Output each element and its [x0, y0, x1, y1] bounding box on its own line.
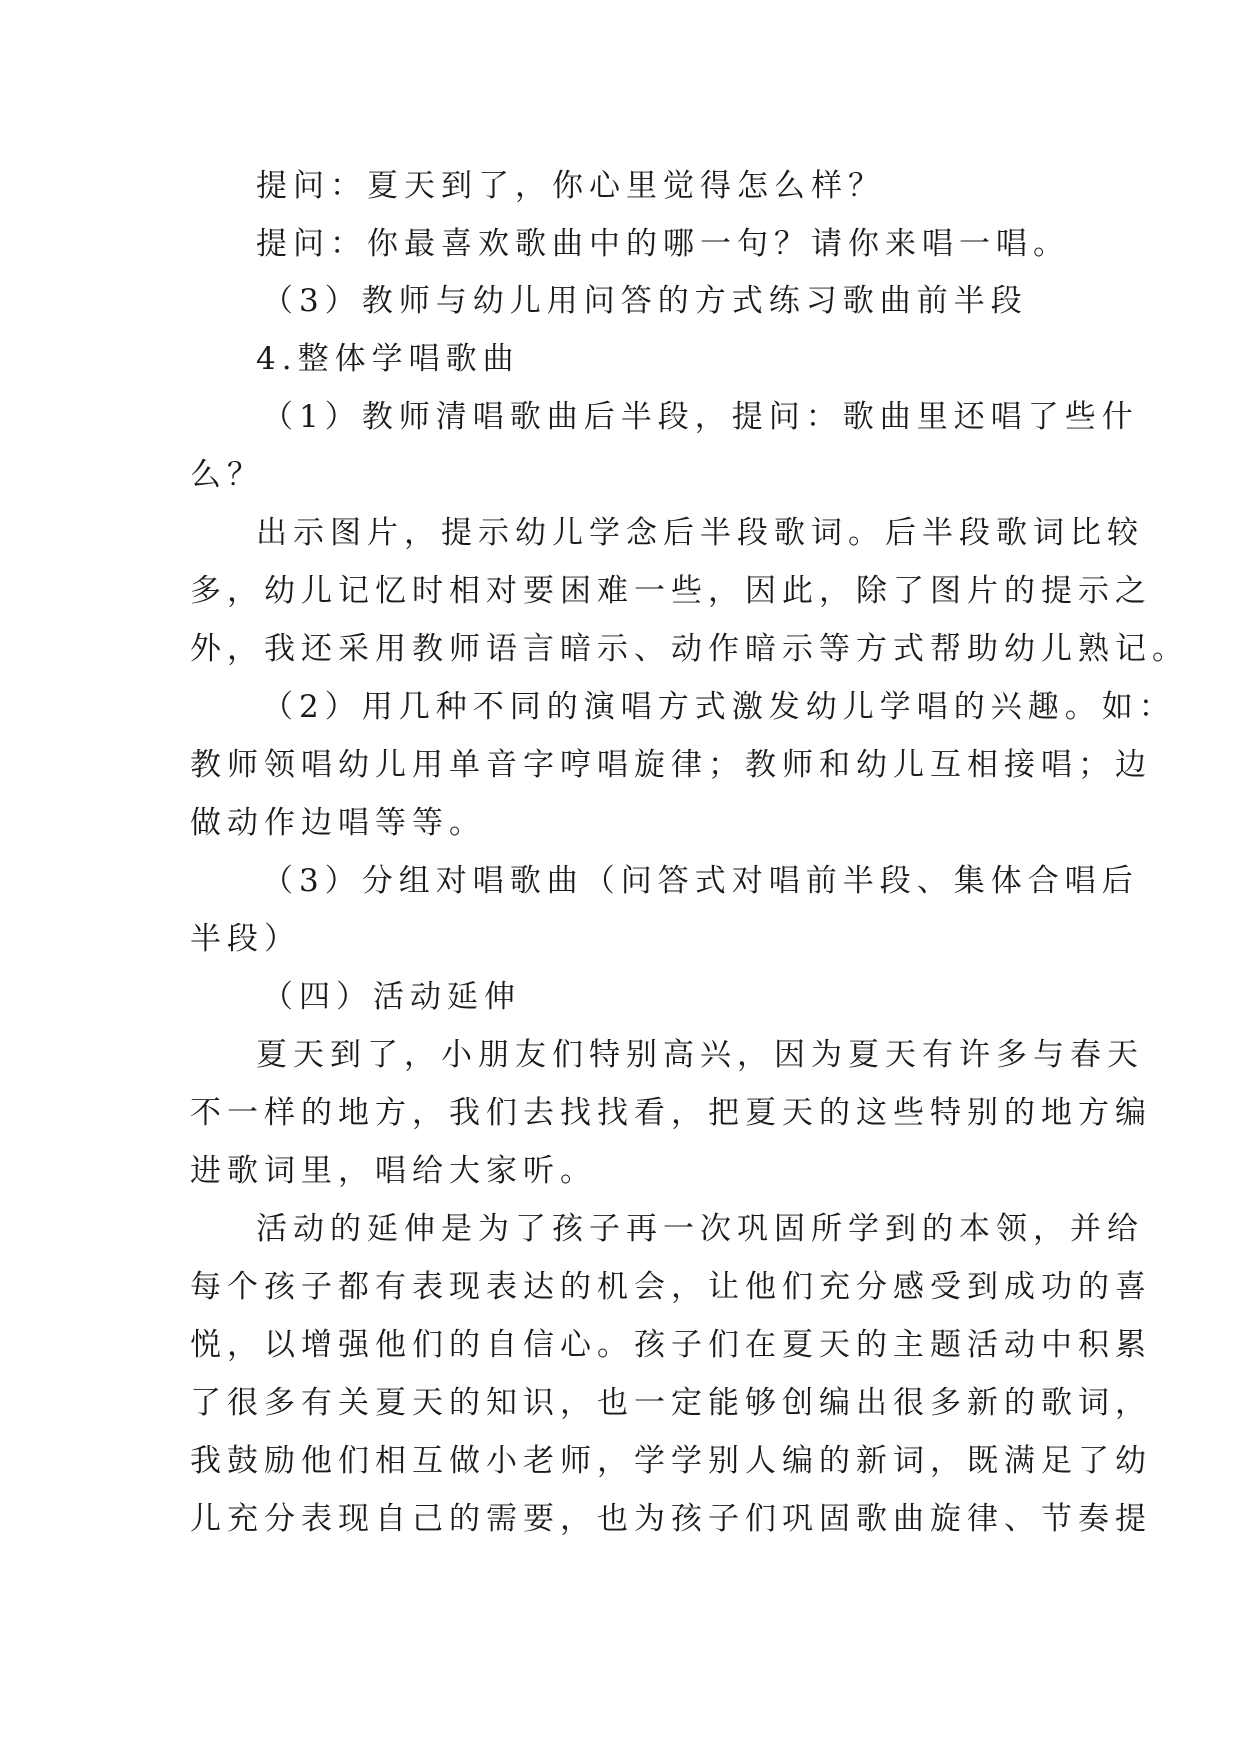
text-line: （2）用几种不同的演唱方式激发幼儿学唱的兴趣。如： — [262, 689, 1176, 725]
text-line: （1）教师清唱歌曲后半段，提问：歌曲里还唱了些什 — [262, 399, 1139, 435]
text-line: 出示图片，提示幼儿学念后半段歌词。后半段歌词比较 — [256, 515, 1144, 551]
text-line: 做动作边唱等等。 — [190, 805, 486, 841]
text-line: 半段） — [190, 921, 301, 957]
text-line: 活动的延伸是为了孩子再一次巩固所学到的本领，并给 — [256, 1211, 1144, 1247]
text-line: 提问：夏天到了，你心里觉得怎么样？ — [256, 168, 885, 204]
section-heading: （四）活动延伸 — [262, 979, 521, 1015]
text-line: 儿充分表现自己的需要，也为孩子们巩固歌曲旋律、节奏提 — [190, 1501, 1152, 1537]
text-line: 我鼓励他们相互做小老师，学学别人编的新词，既满足了幼 — [190, 1443, 1152, 1479]
text-line: 悦，以增强他们的自信心。孩子们在夏天的主题活动中积累 — [190, 1327, 1152, 1363]
text-line: 每个孩子都有表现表达的机会，让他们充分感受到成功的喜 — [190, 1269, 1152, 1305]
text-line: 提问：你最喜欢歌曲中的哪一句？请你来唱一唱。 — [256, 226, 1070, 262]
text-line: （3）教师与幼儿用问答的方式练习歌曲前半段 — [262, 283, 1028, 319]
text-line: 教师领唱幼儿用单音字哼唱旋律；教师和幼儿互相接唱；边 — [190, 747, 1152, 783]
text-line: 进歌词里，唱给大家听。 — [190, 1153, 597, 1189]
text-line: 不一样的地方，我们去找找看，把夏天的这些特别的地方编 — [190, 1095, 1152, 1131]
text-line: 外，我还采用教师语言暗示、动作暗示等方式帮助幼儿熟记。 — [190, 631, 1189, 667]
section-heading: 4.整体学唱歌曲 — [256, 341, 520, 377]
text-line: 夏天到了，小朋友们特别高兴，因为夏天有许多与春天 — [256, 1037, 1144, 1073]
text-line: （3）分组对唱歌曲（问答式对唱前半段、集体合唱后 — [262, 863, 1139, 899]
text-line: 么？ — [190, 457, 264, 493]
text-line: 多，幼儿记忆时相对要困难一些，因此，除了图片的提示之 — [190, 573, 1152, 609]
text-line: 了很多有关夏天的知识，也一定能够创编出很多新的歌词， — [190, 1385, 1152, 1421]
